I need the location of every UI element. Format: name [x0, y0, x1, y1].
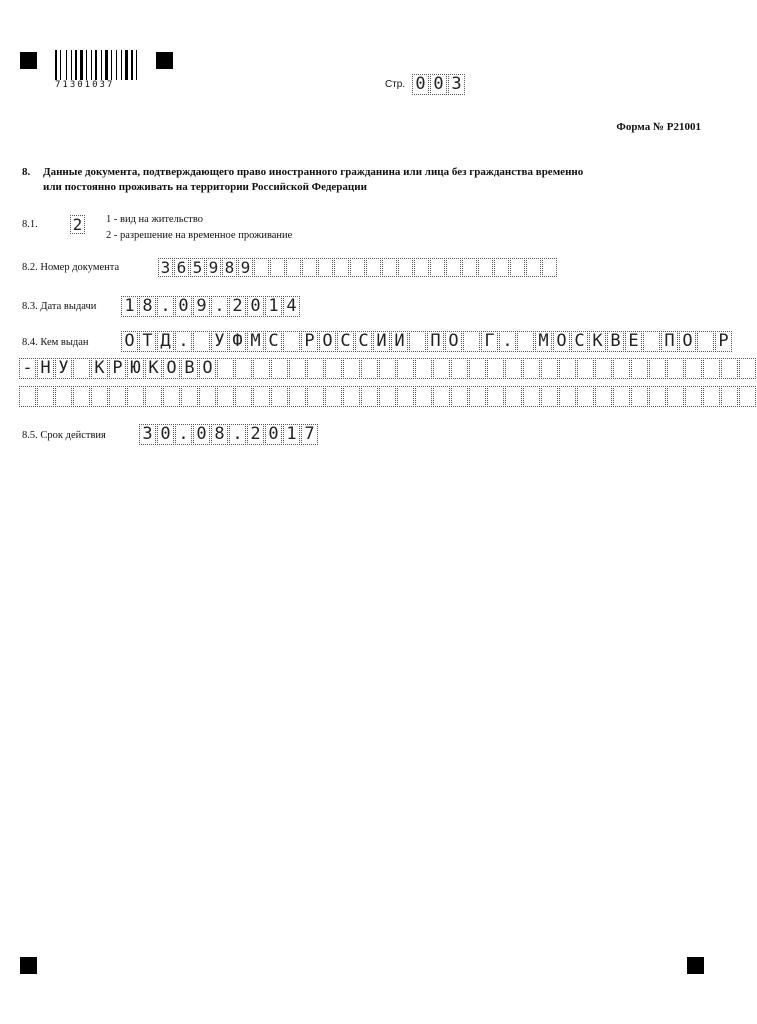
char-cell: Е: [625, 331, 642, 352]
char-cell: О: [445, 331, 462, 352]
barcode-bar: [71, 50, 72, 80]
char-cell: [343, 358, 360, 379]
barcode-bar: [91, 50, 92, 80]
section-title-line2: или постоянно проживать на территории Российской Федерации: [43, 181, 367, 193]
char-cell: Г: [481, 331, 498, 352]
char-cell: [487, 386, 504, 407]
char-cell: [343, 386, 360, 407]
char-cell: 1: [121, 296, 138, 317]
char-cell: [409, 331, 426, 352]
char-cell: [379, 358, 396, 379]
char-cell: К: [145, 358, 162, 379]
char-cell: 1: [265, 296, 282, 317]
char-cell: 0: [247, 296, 264, 317]
char-cell: 0: [265, 424, 282, 445]
char-cell: [254, 258, 269, 277]
char-cell: [361, 386, 378, 407]
char-cell: В: [607, 331, 624, 352]
char-cell: [469, 386, 486, 407]
char-cell: О: [199, 358, 216, 379]
char-cell: 5: [190, 258, 205, 277]
char-cell: [631, 386, 648, 407]
issued-by-line3-cells[interactable]: [19, 386, 757, 407]
char-cell: .: [175, 331, 192, 352]
char-cell: 0: [430, 74, 447, 95]
char-cell: 0: [157, 424, 174, 445]
char-cell: [415, 358, 432, 379]
char-cell: Р: [109, 358, 126, 379]
char-cell: [382, 258, 397, 277]
barcode-bar: [80, 50, 83, 80]
char-cell: Ю: [127, 358, 144, 379]
barcode-bar: [60, 50, 61, 80]
page-label: Стр.: [385, 79, 406, 90]
char-cell: [307, 358, 324, 379]
char-cell: М: [247, 331, 264, 352]
char-cell: 2: [70, 215, 85, 234]
barcode-bar: [125, 50, 128, 80]
char-cell: [217, 358, 234, 379]
char-cell: [286, 258, 301, 277]
char-cell: [145, 386, 162, 407]
char-cell: В: [181, 358, 198, 379]
char-cell: [649, 386, 666, 407]
char-cell: [739, 386, 756, 407]
char-cell: О: [553, 331, 570, 352]
char-cell: [379, 386, 396, 407]
char-cell: [559, 358, 576, 379]
char-cell: 2: [229, 296, 246, 317]
char-cell: 0: [193, 424, 210, 445]
char-cell: [253, 386, 270, 407]
barcode-bar: [105, 50, 108, 80]
char-cell: [541, 386, 558, 407]
char-cell: [433, 358, 450, 379]
char-cell: С: [355, 331, 372, 352]
issue-date-cells[interactable]: [121, 296, 301, 317]
barcode-bar: [95, 50, 97, 80]
char-cell: [270, 258, 285, 277]
doc-number-label: 8.2. Номер документа: [22, 262, 120, 273]
char-cell: [595, 358, 612, 379]
char-cell: 7: [301, 424, 318, 445]
char-cell: [217, 386, 234, 407]
char-cell: [325, 386, 342, 407]
char-cell: [366, 258, 381, 277]
char-cell: С: [265, 331, 282, 352]
char-cell: О: [121, 331, 138, 352]
char-cell: .: [211, 296, 228, 317]
char-cell: П: [427, 331, 444, 352]
char-cell: [318, 258, 333, 277]
char-cell: [307, 386, 324, 407]
char-cell: О: [319, 331, 336, 352]
char-cell: [526, 258, 541, 277]
char-cell: [433, 386, 450, 407]
char-cell: [235, 386, 252, 407]
char-cell: И: [391, 331, 408, 352]
char-cell: 3: [139, 424, 156, 445]
corner-marker-bottom-left: [20, 957, 37, 974]
char-cell: 6: [174, 258, 189, 277]
char-cell: [271, 358, 288, 379]
char-cell: [414, 258, 429, 277]
char-cell: [19, 386, 36, 407]
char-cell: [541, 358, 558, 379]
char-cell: 4: [283, 296, 300, 317]
char-cell: [235, 358, 252, 379]
char-cell: П: [661, 331, 678, 352]
char-cell: [703, 358, 720, 379]
doc-type-option-2: 2 - разрешение на временное проживание: [106, 230, 293, 241]
char-cell: Р: [715, 331, 732, 352]
section-number: 8.: [22, 166, 31, 178]
char-cell: [451, 386, 468, 407]
char-cell: [325, 358, 342, 379]
char-cell: -: [19, 358, 36, 379]
char-cell: У: [55, 358, 72, 379]
barcode-bar: [101, 50, 102, 80]
char-cell: 9: [193, 296, 210, 317]
char-cell: Т: [139, 331, 156, 352]
valid-until-label: 8.5. Срок действия: [22, 430, 106, 441]
char-cell: [517, 331, 534, 352]
char-cell: Ф: [229, 331, 246, 352]
barcode: [55, 50, 147, 80]
char-cell: [397, 386, 414, 407]
char-cell: [523, 358, 540, 379]
doc-type-option-1: 1 - вид на жительство: [106, 214, 203, 225]
char-cell: [643, 331, 660, 352]
char-cell: [446, 258, 461, 277]
char-cell: [181, 386, 198, 407]
char-cell: [505, 386, 522, 407]
char-cell: [721, 358, 738, 379]
corner-marker-top-left: [20, 52, 37, 69]
char-cell: [523, 386, 540, 407]
char-cell: [91, 386, 108, 407]
char-cell: С: [571, 331, 588, 352]
char-cell: [667, 386, 684, 407]
char-cell: [350, 258, 365, 277]
char-cell: [283, 331, 300, 352]
char-cell: 9: [238, 258, 253, 277]
char-cell: [685, 358, 702, 379]
char-cell: [469, 358, 486, 379]
char-cell: .: [499, 331, 516, 352]
char-cell: [127, 386, 144, 407]
char-cell: М: [535, 331, 552, 352]
char-cell: 9: [206, 258, 221, 277]
char-cell: 1: [283, 424, 300, 445]
doc-type-cell[interactable]: [70, 215, 86, 234]
char-cell: [361, 358, 378, 379]
char-cell: [302, 258, 317, 277]
corner-marker-top-right: [156, 52, 173, 69]
char-cell: 3: [448, 74, 465, 95]
doc-number-cells[interactable]: [158, 258, 558, 277]
char-cell: [739, 358, 756, 379]
char-cell: 8: [222, 258, 237, 277]
char-cell: И: [373, 331, 390, 352]
char-cell: [494, 258, 509, 277]
char-cell: [542, 258, 557, 277]
barcode-number: 71301037: [55, 80, 115, 90]
char-cell: [595, 386, 612, 407]
char-cell: [253, 358, 270, 379]
char-cell: [430, 258, 445, 277]
char-cell: [510, 258, 525, 277]
char-cell: [163, 386, 180, 407]
char-cell: [505, 358, 522, 379]
char-cell: .: [229, 424, 246, 445]
char-cell: 2: [247, 424, 264, 445]
char-cell: [577, 386, 594, 407]
barcode-bar: [66, 50, 67, 80]
char-cell: 3: [158, 258, 173, 277]
char-cell: Д: [157, 331, 174, 352]
char-cell: [577, 358, 594, 379]
char-cell: [271, 386, 288, 407]
char-cell: [451, 358, 468, 379]
barcode-bar: [131, 50, 133, 80]
issue-date-label: 8.3. Дата выдачи: [22, 301, 97, 312]
char-cell: [487, 358, 504, 379]
char-cell: [199, 386, 216, 407]
char-cell: Р: [301, 331, 318, 352]
char-cell: [697, 331, 714, 352]
valid-until-cells[interactable]: [139, 424, 319, 445]
char-cell: 8: [139, 296, 156, 317]
issued-by-line1-cells[interactable]: [121, 331, 733, 352]
corner-marker-bottom-right: [687, 957, 704, 974]
char-cell: [478, 258, 493, 277]
char-cell: [631, 358, 648, 379]
char-cell: 0: [175, 296, 192, 317]
barcode-bar: [121, 50, 122, 80]
char-cell: [73, 358, 90, 379]
page-number-cells[interactable]: [412, 74, 466, 95]
char-cell: 8: [211, 424, 228, 445]
char-cell: [37, 386, 54, 407]
char-cell: [613, 358, 630, 379]
char-cell: [685, 386, 702, 407]
barcode-bar: [86, 50, 87, 80]
char-cell: [559, 386, 576, 407]
char-cell: [415, 386, 432, 407]
char-cell: .: [157, 296, 174, 317]
char-cell: У: [211, 331, 228, 352]
char-cell: [667, 358, 684, 379]
char-cell: [703, 386, 720, 407]
doc-type-label: 8.1.: [22, 219, 38, 230]
char-cell: Н: [37, 358, 54, 379]
char-cell: [721, 386, 738, 407]
barcode-bar: [111, 50, 112, 80]
char-cell: С: [337, 331, 354, 352]
char-cell: О: [679, 331, 696, 352]
char-cell: [55, 386, 72, 407]
char-cell: [397, 358, 414, 379]
char-cell: [334, 258, 349, 277]
char-cell: О: [163, 358, 180, 379]
char-cell: [462, 258, 477, 277]
barcode-bar: [136, 50, 137, 80]
char-cell: [289, 358, 306, 379]
char-cell: [463, 331, 480, 352]
char-cell: [613, 386, 630, 407]
char-cell: [73, 386, 90, 407]
char-cell: К: [589, 331, 606, 352]
char-cell: [109, 386, 126, 407]
section-title-line1: Данные документа, подтверждающего право иностранного гражданина или лица без гражданства временно: [43, 166, 584, 178]
char-cell: 0: [412, 74, 429, 95]
char-cell: [289, 386, 306, 407]
char-cell: К: [91, 358, 108, 379]
issued-by-line2-cells[interactable]: [19, 358, 757, 379]
char-cell: [193, 331, 210, 352]
char-cell: .: [175, 424, 192, 445]
barcode-bar: [75, 50, 77, 80]
char-cell: [398, 258, 413, 277]
form-title: Форма № Р21001: [616, 121, 701, 133]
barcode-bar: [116, 50, 117, 80]
char-cell: [649, 358, 666, 379]
barcode-bar: [55, 50, 57, 80]
issued-by-label: 8.4. Кем выдан: [22, 337, 89, 348]
